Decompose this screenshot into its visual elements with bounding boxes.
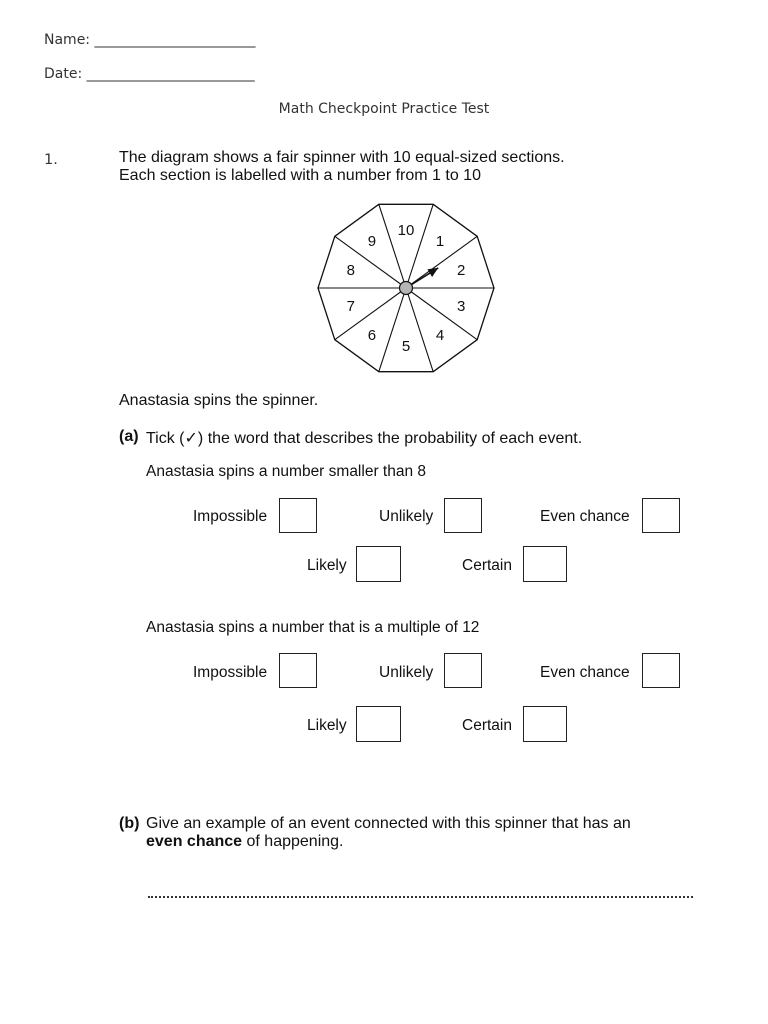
event-2-unlikely-label: Unlikely (379, 664, 434, 681)
answer-line[interactable] (148, 896, 693, 898)
event-1-impossible-label: Impossible (193, 508, 268, 525)
part-b-line2-rest: of happening. (242, 833, 344, 850)
spinner-number: 2 (457, 262, 466, 280)
event-2-impossible-label: Impossible (193, 664, 268, 681)
spinner-number: 9 (367, 233, 377, 251)
event-2-text: Anastasia spins a number that is a multiple of 12 (146, 619, 480, 636)
event-1-unlikely-label: Unlikely (379, 508, 434, 525)
part-a-tag: (a) (119, 428, 139, 445)
question-intro-line1: The diagram shows a fair spinner with 10 equal-sized sections. (119, 149, 565, 166)
name-field[interactable]: Name: _______________________ (44, 32, 256, 48)
spinner-number: 3 (457, 297, 466, 315)
spinner-number: 6 (367, 326, 377, 344)
question-number: 1. (44, 152, 58, 168)
event-2-unlikely-checkbox[interactable] (444, 653, 482, 688)
event-1-certain-checkbox[interactable] (523, 546, 567, 582)
spinner-number: 7 (346, 297, 355, 315)
spinner-diagram (310, 200, 502, 380)
part-b-emphasis: even chance (146, 833, 243, 850)
event-1-even-chance-label: Even chance (540, 508, 630, 525)
spinner-number: 10 (397, 222, 415, 239)
event-2-likely-label: Likely (307, 717, 347, 734)
event-2-even-chance-checkbox[interactable] (642, 653, 680, 688)
question-stem: Anastasia spins the spinner. (119, 392, 319, 409)
spinner-number: 5 (401, 338, 411, 355)
spinner-number: 1 (435, 233, 445, 251)
event-2-impossible-checkbox[interactable] (279, 653, 317, 688)
event-1-text: Anastasia spins a number smaller than 8 (146, 463, 427, 480)
page-title: Math Checkpoint Practice Test (278, 101, 490, 117)
event-2-certain-checkbox[interactable] (523, 706, 567, 742)
date-field[interactable]: Date: ________________________ (44, 66, 255, 82)
part-b-line2 (146, 833, 343, 851)
event-1-impossible-checkbox[interactable] (279, 498, 317, 533)
part-b-tag: (b) (119, 815, 140, 832)
spinner-hub (400, 282, 413, 295)
event-1-certain-label: Certain (462, 557, 512, 574)
question-intro-line2: Each section is labelled with a number from 1 to 10 (119, 167, 481, 184)
event-1-unlikely-checkbox[interactable] (444, 498, 482, 533)
spinner-number: 8 (346, 262, 355, 280)
part-b-line1: Give an example of an event connected with this spinner that has an (146, 815, 631, 832)
event-2-certain-label: Certain (462, 717, 512, 734)
event-1-likely-label: Likely (307, 557, 347, 574)
event-2-even-chance-label: Even chance (540, 664, 630, 681)
part-a-instruction: Tick (✓) the word that describes the probability of each event. (146, 430, 583, 447)
event-2-likely-checkbox[interactable] (356, 706, 401, 742)
event-1-even-chance-checkbox[interactable] (642, 498, 680, 533)
spinner-number: 4 (435, 326, 445, 344)
event-1-likely-checkbox[interactable] (356, 546, 401, 582)
